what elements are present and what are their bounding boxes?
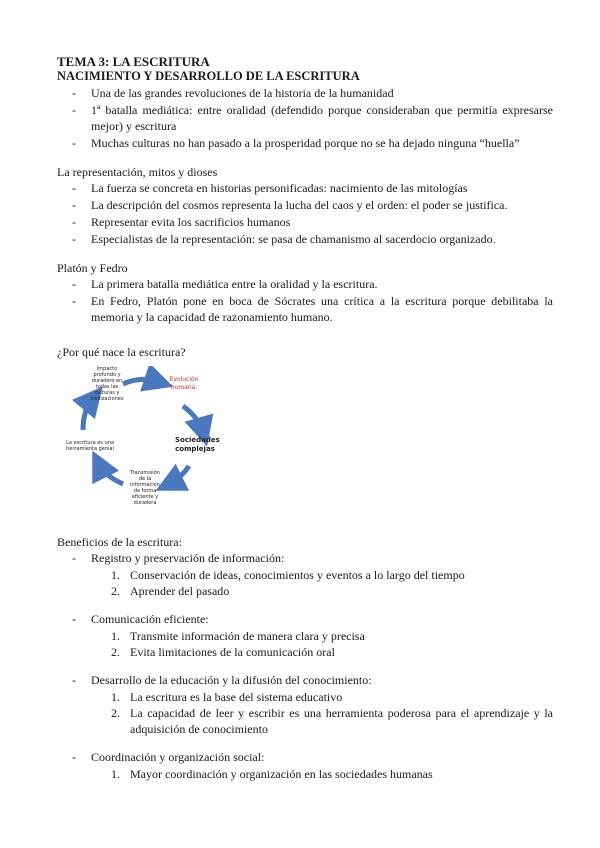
diagram-node-sociedades: Sociedades complejas [175,436,220,453]
beneficios-heading: Beneficios de la escritura: [57,535,182,549]
representacion-list [57,180,553,247]
list-item: 2. Aprender del pasado [111,584,230,598]
list-item: 1. La escritura es la base del sistema educativo [111,690,343,704]
arrow-right [183,406,203,432]
document-title: TEMA 3: LA ESCRITURA [57,54,210,69]
list-item: - Una de las grandes revoluciones de la historia de la humanidad [72,86,394,100]
representacion-heading: La representación, mitos y dioses [57,165,218,179]
list-item: - Muchas culturas no han pasado a la prosperidad porque no se ha dejado ninguna “huella” [72,136,520,150]
document-page [57,54,553,782]
numbered-list [57,567,553,599]
list-item: - La fuerza se concreta en historias personificadas: nacimiento de las mitologías [72,181,468,195]
list-item: 1. Transmite información de manera clara y precisa [111,629,365,643]
diagram-node-herramienta: La escritura es una herramienta genial [66,440,114,452]
list-item: - Representar evita los sacrificios humanos [72,215,291,229]
list-item: - Coordinación y organización social: [72,750,265,764]
platon-heading: Platón y Fedro [57,261,128,275]
list-item: - 1ª batalla mediática: entre oralidad (defendido porque consideraban que permitía expresarse mejor) y escritura [72,103,553,133]
list-item: - En Fedro, Platón pone en boca de Sócrates una crítica a la escritura porque debilitaba la memoria y la capacidad de razonamiento humano. [72,294,553,324]
list-item: 1. Conservación de ideas, conocimientos y eventos a lo largo del tiempo [111,568,465,582]
diagram-node-evolucion: Evolución humana. [169,376,199,391]
diagram-node-impacto: Impacto profundo y duradero en todas las culturas y civilizaciones [90,366,124,402]
beneficio-group [57,749,553,765]
porque-heading: ¿Por qué nace la escritura? [57,345,186,359]
beneficio-group [57,550,553,566]
section-heading: NACIMIENTO Y DESARROLLO DE LA ESCRITURA [57,69,360,83]
numbered-list [57,628,553,660]
beneficio-group [57,611,553,627]
list-item: 2. La capacidad de leer y escribir es una herramienta poderosa para el aprendizaje y la adquisición de conocimiento [111,706,553,736]
list-item: 2. Evita limitaciones de la comunicación oral [111,645,335,659]
list-item: - Especialistas de la representación: se pasa de chamanismo al sacerdocio organizado. [72,232,496,246]
numbered-list [57,766,553,782]
arrow-top [123,379,159,384]
numbered-list [57,689,553,737]
list-item: - Comunicación eficiente: [72,612,209,626]
cycle-diagram [61,366,261,526]
list-item: 1. Mayor coordinación y organización en las sociedades humanas [111,767,433,781]
arrow-bottom-right [169,466,189,484]
beneficio-group [57,672,553,688]
arrow-left [83,398,93,430]
platon-list [57,276,553,325]
intro-list [57,85,553,151]
list-item: - La descripción del cosmos representa la lucha del caos y el orden: el poder se justifica. [72,198,508,212]
list-item: - Desarrollo de la educación y la difusión del conocimiento: [72,673,372,687]
diagram-node-transmision: Transmisión de la información de forma eficiente y duradera [130,470,160,506]
list-item: - Registro y preservación de información: [72,551,285,565]
arrow-bottom-left [99,464,123,484]
list-item: - La primera batalla mediática entre la oralidad y la escritura. [72,277,378,291]
